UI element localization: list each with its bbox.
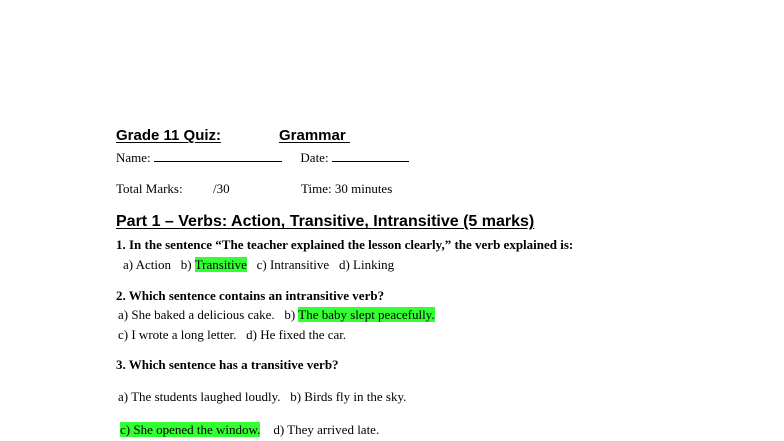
name-blank: [154, 149, 282, 162]
subject-title-row: [279, 127, 350, 144]
q3-option-c-answer: c) She opened the window.: [120, 422, 261, 437]
part1-heading-row: [116, 213, 534, 231]
q2-option-b-letter: b): [284, 307, 296, 322]
q2-option-a: a) She baked a delicious cake.: [118, 307, 275, 322]
q1-option-d: d) Linking: [338, 257, 395, 272]
part1-heading: Part 1 – Verbs: Action, Transitive, Intransitive (5 marks): [116, 213, 535, 230]
date-blank: [332, 149, 409, 162]
question-1-prompt: 1. In the sentence “The teacher explained the lesson clearly,” the verb explained is:: [116, 237, 574, 252]
q3-option-b: b) Birds fly in the sky.: [290, 389, 407, 404]
question-1-options: [123, 257, 394, 273]
total-marks-value-row: [213, 181, 230, 197]
total-marks-row: [116, 181, 183, 197]
question-3-options-line2: [120, 422, 379, 438]
quiz-title-row: [116, 127, 221, 144]
q2-option-c: c) I wrote a long letter.: [118, 327, 237, 342]
total-marks-value: /30: [213, 181, 230, 196]
question-3-prompt: 3. Which sentence has a transitive verb?: [116, 357, 339, 372]
q1-option-b-answer: Transitive: [194, 257, 247, 272]
date-label: Date:: [300, 150, 329, 165]
q2-option-b-answer: The baby slept peacefully.: [298, 307, 435, 322]
q1-option-a: a) Action: [123, 257, 172, 272]
time-row: [301, 181, 392, 197]
question-2-prompt: 2. Which sentence contains an intransitive verb?: [116, 288, 385, 303]
question-3-options-line1: [118, 389, 406, 405]
total-marks-label: Total Marks:: [116, 181, 183, 196]
time-label: Time: 30 minutes: [301, 181, 393, 196]
question-2-options-line2: [118, 327, 346, 343]
name-label: Name:: [116, 150, 151, 165]
q1-option-c: c) Intransitive: [256, 257, 330, 272]
quiz-title: Grade 11 Quiz:: [116, 127, 222, 144]
subject-title: Grammar: [279, 127, 346, 144]
name-date-row: [116, 149, 409, 166]
q1-option-b-letter: b): [180, 257, 192, 272]
q2-option-d: d) He fixed the car.: [246, 327, 347, 342]
question-2-options-line1: [118, 307, 435, 323]
q3-option-a: a) The students laughed loudly.: [118, 389, 281, 404]
q3-option-d: d) They arrived late.: [273, 422, 380, 437]
